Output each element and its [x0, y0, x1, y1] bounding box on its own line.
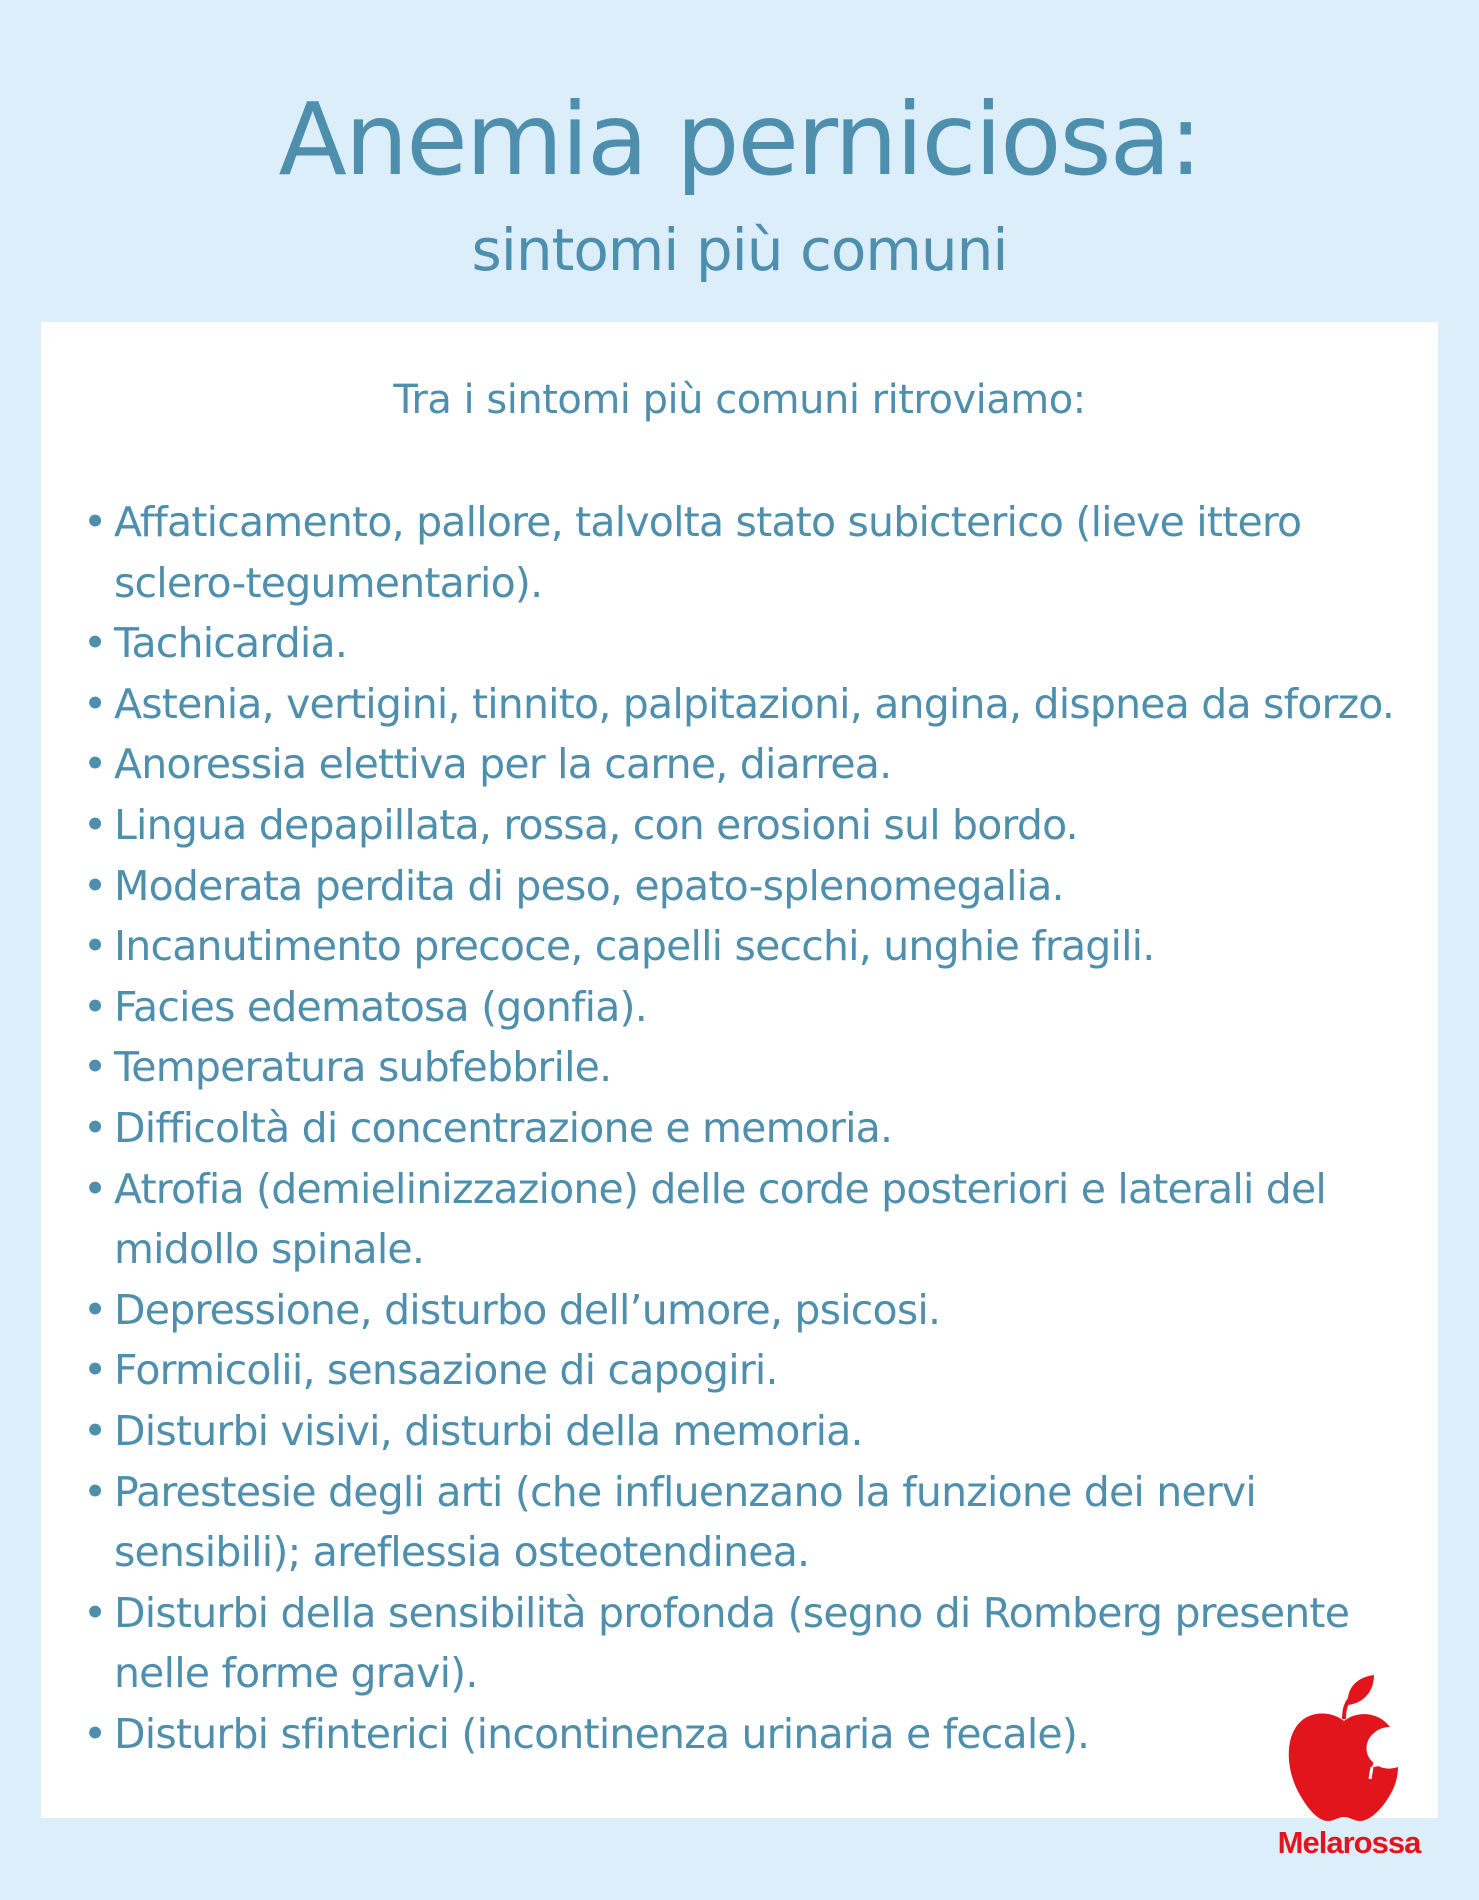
list-item-text: Parestesie degli arti (che influenzano la funzione dei nervi sensibili); areflessia osteotendinea. — [114, 1467, 1256, 1577]
bullet-icon: • — [83, 679, 107, 728]
list-item-text: Disturbi sfinterici (incontinenza urinaria e fecale). — [114, 1709, 1090, 1758]
list-item-text: Temperatura subfebbrile. — [114, 1043, 612, 1092]
bullet-icon: • — [83, 1043, 107, 1092]
list-item-text: Anoressia elettiva per la carne, diarrea. — [114, 740, 892, 789]
bullet-icon: • — [83, 982, 107, 1031]
list-item-text: Depressione, disturbo dell’umore, psicosi. — [114, 1285, 941, 1334]
list-item — [41, 795, 1438, 856]
list-item-text: Facies edematosa (gonfia). — [114, 982, 647, 1031]
bullet-icon: • — [83, 1406, 107, 1455]
list-item-text: Moderata perdita di peso, epato-splenomegalia. — [114, 861, 1064, 910]
bullet-icon: • — [83, 740, 107, 789]
list-item — [41, 977, 1438, 1038]
bullet-icon: • — [83, 498, 107, 546]
bullet-icon: • — [83, 800, 107, 849]
bullet-icon: • — [83, 1467, 107, 1516]
list-item — [41, 734, 1438, 795]
list-item-text: Lingua depapillata, rossa, con erosioni sul bordo. — [114, 800, 1078, 849]
intro-text: Tra i sintomi più comuni ritroviamo: — [393, 377, 1086, 423]
bullet-icon: • — [83, 1103, 107, 1152]
list-item — [41, 1037, 1438, 1098]
list-item — [41, 1583, 1438, 1704]
bullet-icon: • — [83, 1709, 107, 1758]
list-item-text: Difficoltà di concentrazione e memoria. — [114, 1103, 893, 1152]
list-item-text: Atrofia (demielinizzazione) delle corde posteriori e laterali del midollo spinale. — [114, 1164, 1327, 1274]
list-item-text: Incanutimento precoce, capelli secchi, unghie fragili. — [114, 922, 1155, 971]
list-item-text: Disturbi visivi, disturbi della memoria. — [114, 1406, 863, 1455]
list-item — [41, 1098, 1438, 1159]
page-title: Anemia perniciosa: — [278, 81, 1201, 198]
list-item — [41, 1704, 1438, 1765]
list-item — [41, 492, 1438, 613]
content-card — [41, 322, 1438, 1818]
list-item — [41, 1159, 1438, 1280]
apple-icon — [1286, 1675, 1406, 1825]
list-item-text: Tachicardia. — [114, 619, 348, 668]
symptom-list — [41, 492, 1438, 1764]
bullet-icon: • — [83, 1588, 107, 1637]
list-item — [41, 1280, 1438, 1341]
list-item — [41, 856, 1438, 917]
list-item — [41, 674, 1438, 735]
page-subtitle: sintomi più comuni — [471, 216, 1008, 284]
header — [0, 0, 1479, 322]
list-item — [41, 1340, 1438, 1401]
brand-name: Melarossa — [1277, 1825, 1421, 1860]
melarossa-logo[interactable] — [1264, 1675, 1434, 1875]
bullet-icon: • — [83, 1346, 107, 1395]
list-item-text: Affaticamento, pallore, talvolta stato subicterico (lieve ittero sclero-tegumentario). — [114, 498, 1302, 607]
list-item — [41, 916, 1438, 977]
list-item-text: Formicolii, sensazione di capogiri. — [114, 1346, 778, 1395]
bullet-icon: • — [83, 922, 107, 971]
bullet-icon: • — [83, 1164, 107, 1213]
bullet-icon: • — [83, 1285, 107, 1334]
bullet-icon: • — [83, 619, 107, 668]
list-item-text: Disturbi della sensibilità profonda (segno di Romberg presente nelle forme gravi). — [114, 1588, 1350, 1698]
bullet-icon: • — [83, 861, 107, 910]
list-item — [41, 1401, 1438, 1462]
list-item — [41, 1462, 1438, 1583]
list-item — [41, 613, 1438, 674]
list-item-text: Astenia, vertigini, tinnito, palpitazioni, angina, dispnea da sforzo. — [114, 679, 1395, 728]
